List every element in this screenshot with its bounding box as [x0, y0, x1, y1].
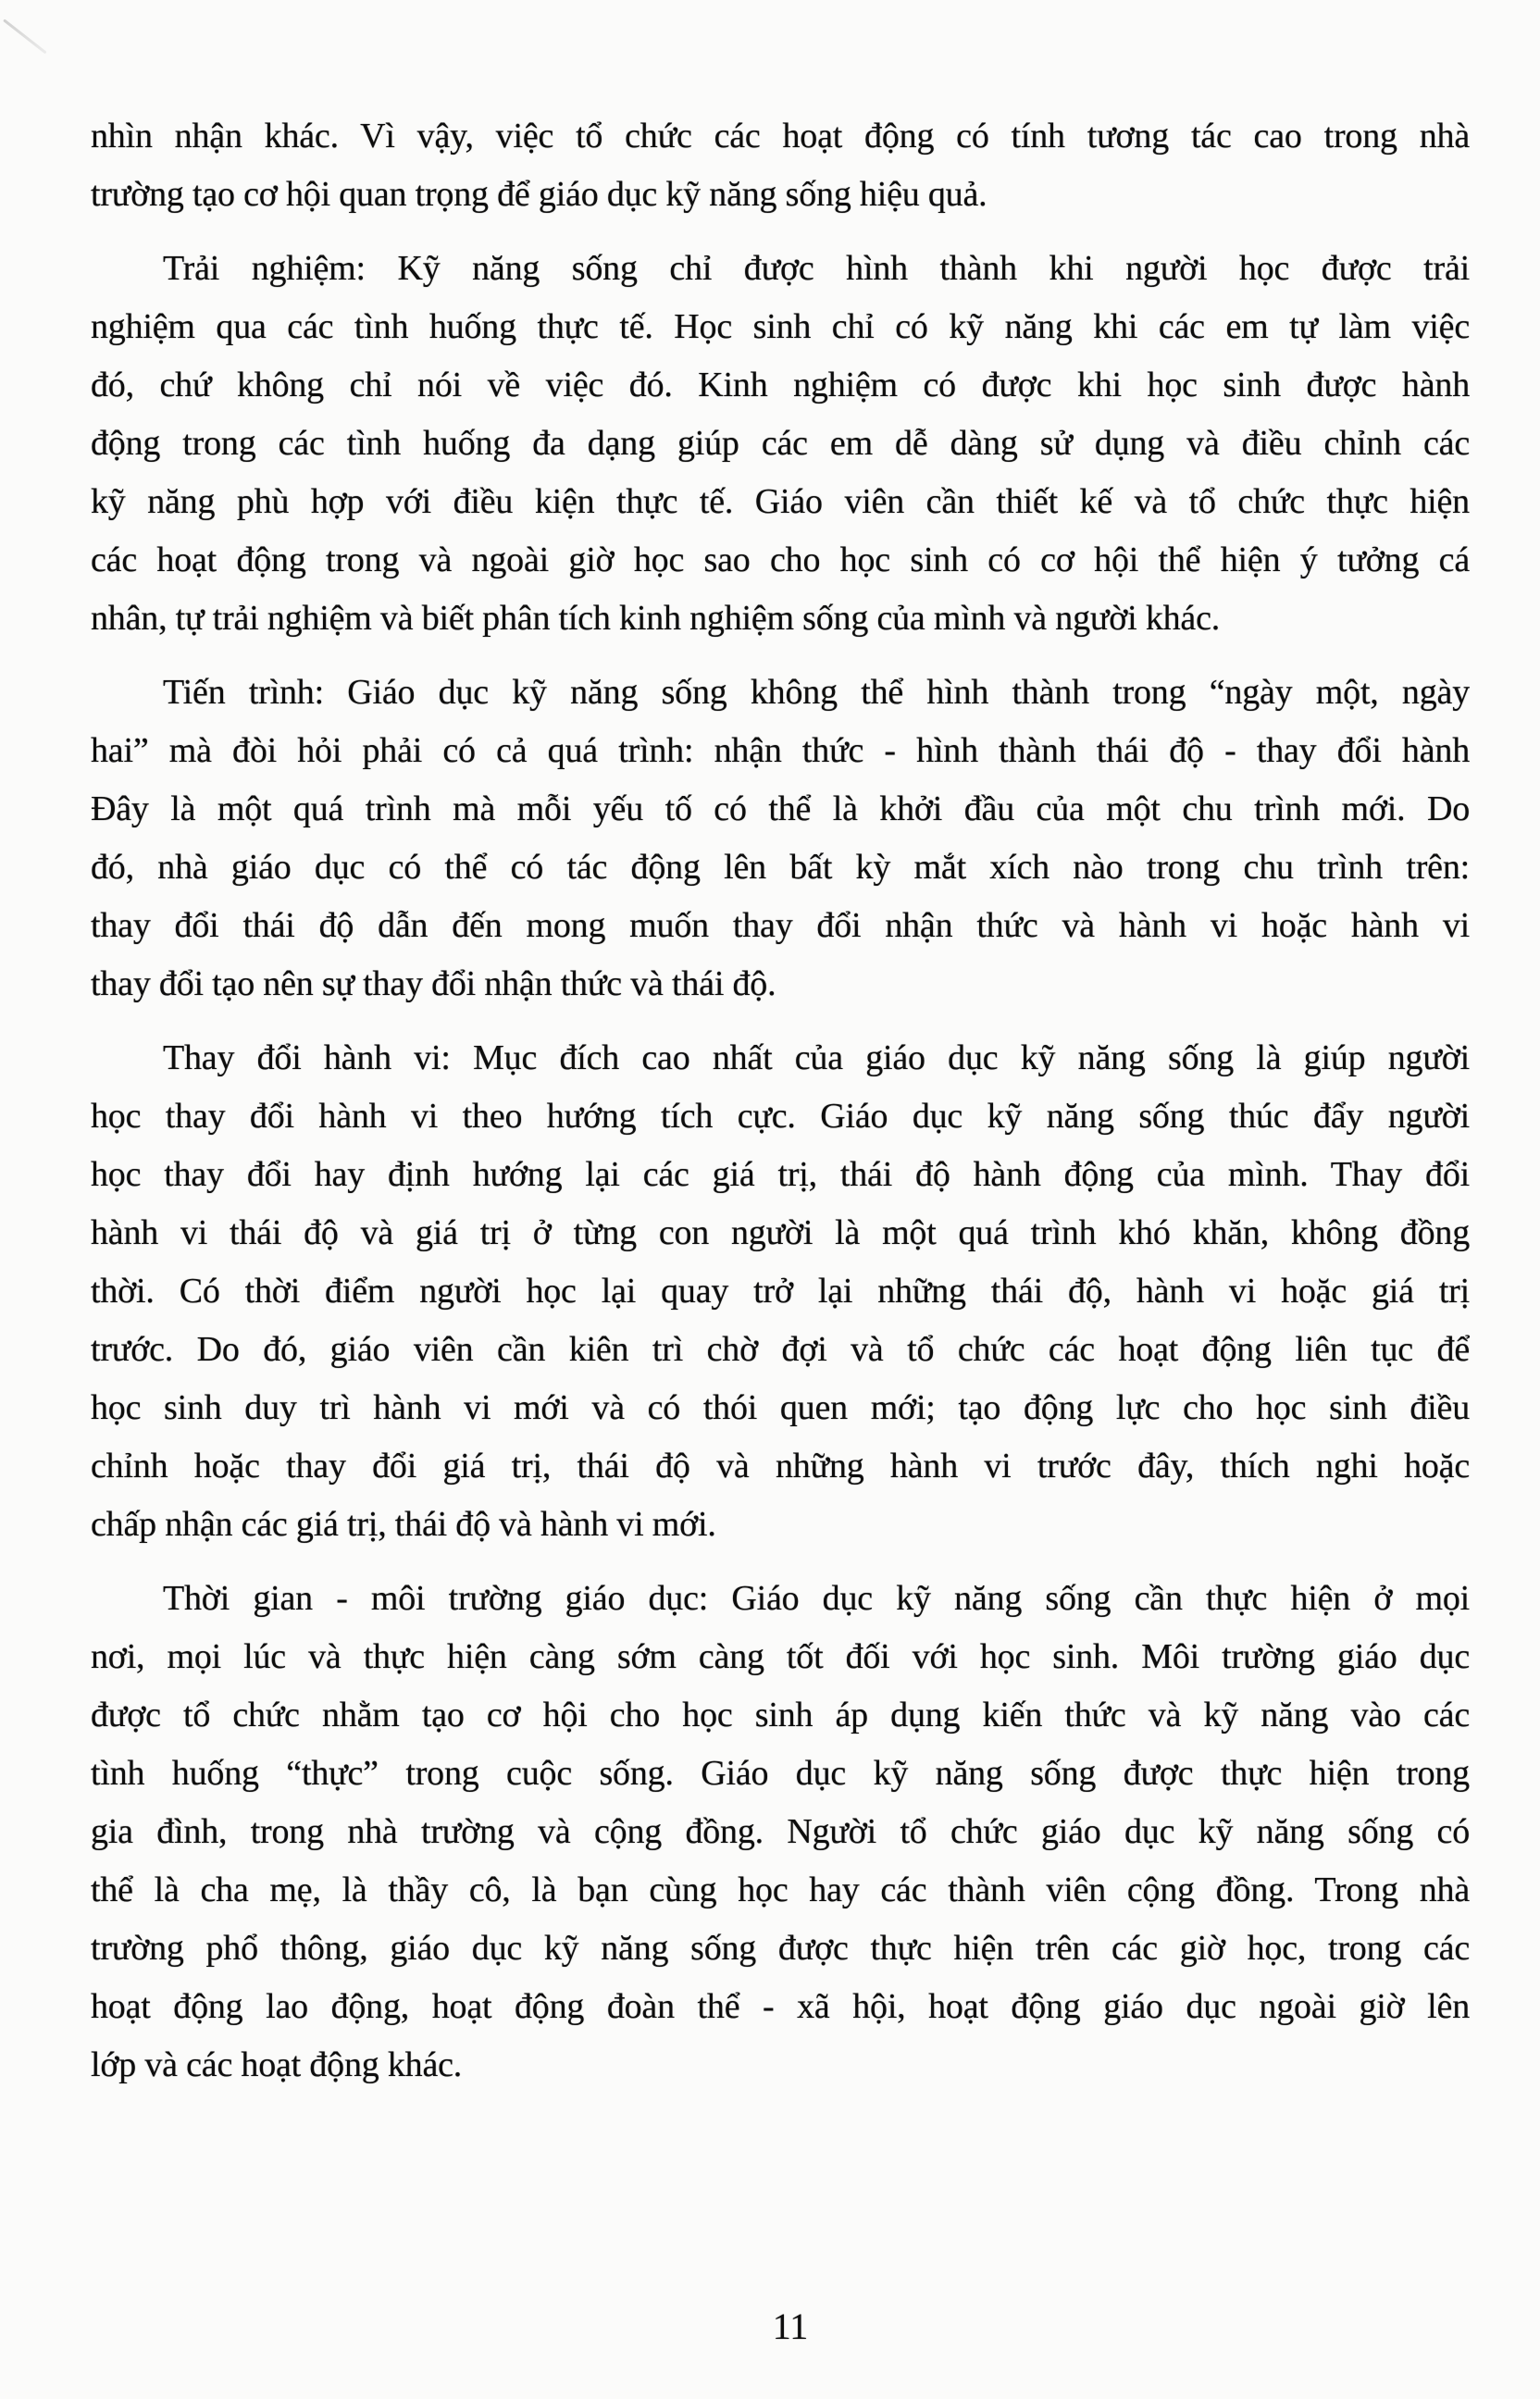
- text-line: nghiệm qua các tình huống thực tế. Học sinh chỉ có kỹ năng khi các em tự làm việc: [91, 307, 1470, 346]
- text-line: đó, nhà giáo dục có thể có tác động lên bất kỳ mắt xích nào trong chu trình trên:: [91, 848, 1470, 887]
- page-number: 11: [772, 2306, 809, 2347]
- paragraph: [91, 664, 1470, 1013]
- text-line: trường phổ thông, giáo dục kỹ năng sống được thực hiện trên các giờ học, trong các: [91, 1929, 1470, 1968]
- text-line: Tiến trình: Giáo dục kỹ năng sống không thể hình thành trong “ngày một, ngày: [163, 673, 1470, 712]
- text-line: được tổ chức nhằm tạo cơ hội cho học sinh áp dụng kiến thức và kỹ năng vào các: [91, 1696, 1470, 1734]
- paragraph: [91, 240, 1470, 648]
- text-line: nhìn nhận khác. Vì vậy, việc tổ chức các hoạt động có tính tương tác cao trong nhà: [91, 117, 1470, 155]
- text-line: Thay đổi hành vi: Mục đích cao nhất của giáo dục kỹ năng sống là giúp người: [163, 1038, 1470, 1077]
- text-line: trước. Do đó, giáo viên cần kiên trì chờ đợi và tổ chức các hoạt động liên tục để: [91, 1330, 1470, 1369]
- text-line: đó, chứ không chỉ nói về việc đó. Kinh nghiệm có được khi học sinh được hành: [91, 366, 1470, 404]
- text-line: chỉnh hoặc thay đổi giá trị, thái độ và những hành vi trước đây, thích nghi hoặc: [91, 1447, 1470, 1485]
- text-line: lớp và các hoạt động khác.: [91, 2045, 463, 2084]
- text-line: học sinh duy trì hành vi mới và có thói quen mới; tạo động lực cho học sinh điều: [91, 1388, 1470, 1427]
- text-line: Thời gian - môi trường giáo dục: Giáo dục kỹ năng sống cần thực hiện ở mọi: [163, 1579, 1470, 1618]
- text-line: học thay đổi hay định hướng lại các giá trị, thái độ hành động của mình. Thay đổi: [91, 1155, 1470, 1194]
- text-line: động trong các tình huống đa dạng giúp các em dễ dàng sử dụng và điều chỉnh các: [91, 424, 1470, 463]
- text-line: kỹ năng phù hợp với điều kiện thực tế. Giáo viên cần thiết kế và tổ chức thực hiện: [91, 482, 1470, 521]
- text-line: thay đổi thái độ dẫn đến mong muốn thay đổi nhận thức và hành vi hoặc hành vi: [91, 906, 1470, 945]
- text-line: trường tạo cơ hội quan trọng để giáo dục kỹ năng sống hiệu quả.: [91, 175, 987, 214]
- text-line: thể là cha mẹ, là thầy cô, là bạn cùng học hay các thành viên cộng đồng. Trong nhà: [91, 1871, 1470, 1909]
- text-line: thời. Có thời điểm người học lại quay trở lại những thái độ, hành vi hoặc giá trị: [91, 1272, 1470, 1311]
- text-line: hoạt động lao động, hoạt động đoàn thể - xã hội, hoạt động giáo dục ngoài giờ lên: [91, 1987, 1470, 2026]
- text-line: Trải nghiệm: Kỹ năng sống chỉ được hình thành khi người học được trải: [163, 249, 1470, 288]
- text-line: học thay đổi hành vi theo hướng tích cực. Giáo dục kỹ năng sống thúc đẩy người: [91, 1097, 1470, 1136]
- scan-artifact: [3, 19, 47, 54]
- paragraph: [91, 107, 1470, 224]
- text-line: thay đổi tạo nên sự thay đổi nhận thức và thái độ.: [91, 964, 776, 1003]
- text-line: Đây là một quá trình mà mỗi yếu tố có thể là khởi đầu của một chu trình mới. Do: [91, 789, 1470, 828]
- text-line: chấp nhận các giá trị, thái độ và hành vi mới.: [91, 1505, 716, 1544]
- text-line: gia đình, trong nhà trường và cộng đồng. Người tổ chức giáo dục kỹ năng sống có: [91, 1812, 1470, 1851]
- text-line: nhân, tự trải nghiệm và biết phân tích kinh nghiệm sống của mình và người khác.: [91, 599, 1221, 638]
- text-block: [91, 107, 1470, 2110]
- text-line: hai” mà đòi hỏi phải có cả quá trình: nhận thức - hình thành thái độ - thay đổi hành: [91, 731, 1470, 770]
- paragraph: [91, 1570, 1470, 2094]
- text-line: các hoạt động trong và ngoài giờ học sao cho học sinh có cơ hội thể hiện ý tưởng cá: [91, 541, 1470, 579]
- text-line: nơi, mọi lúc và thực hiện càng sớm càng tốt đối với học sinh. Môi trường giáo dục: [91, 1637, 1470, 1676]
- text-line: hành vi thái độ và giá trị ở từng con người là một quá trình khó khăn, không đồng: [91, 1213, 1470, 1252]
- text-line: tình huống “thực” trong cuộc sống. Giáo dục kỹ năng sống được thực hiện trong: [91, 1754, 1470, 1793]
- paragraph: [91, 1029, 1470, 1554]
